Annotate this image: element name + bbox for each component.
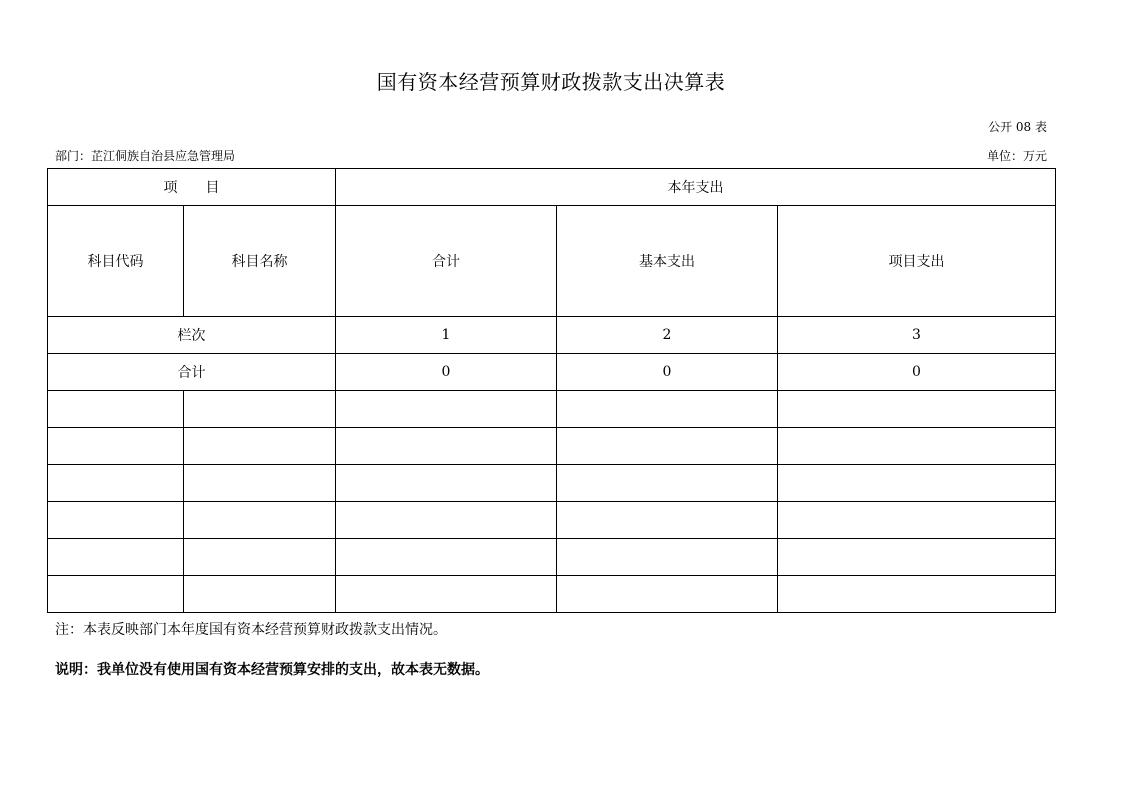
table-cell [336, 391, 557, 428]
row-total-label: 合计 [48, 354, 336, 391]
table-cell [778, 576, 1056, 613]
table-cell [778, 428, 1056, 465]
col-basic: 基本支出 [557, 206, 778, 317]
table-cell [184, 465, 336, 502]
table-row [48, 576, 1056, 613]
table-cell [336, 539, 557, 576]
total-value-project: 0 [778, 354, 1056, 391]
col-subject-code: 科目代码 [48, 206, 184, 317]
total-value-basic: 0 [557, 354, 778, 391]
unit-label: 单位：万元 [986, 149, 1047, 163]
form-code: 公开 08 表 [988, 120, 1047, 134]
page-title: 国有资本经营预算财政拨款支出决算表 [376, 70, 726, 94]
table-cell [778, 465, 1056, 502]
header-item: 项 目 [48, 169, 336, 206]
col-total: 合计 [336, 206, 557, 317]
row-column-label: 栏次 [48, 317, 336, 354]
table-cell [557, 391, 778, 428]
table-cell [336, 465, 557, 502]
table-cell [557, 539, 778, 576]
header-current-year: 本年支出 [336, 169, 1056, 206]
table-cell [336, 576, 557, 613]
table-cell [336, 428, 557, 465]
table-row-column-numbers [48, 317, 1056, 354]
table-cell [184, 502, 336, 539]
table-cell [557, 428, 778, 465]
table-row [48, 539, 1056, 576]
explanation-text: 说明：我单位没有使用国有资本经营预算安排的支出，故本表无数据。 [55, 662, 489, 678]
budget-table [47, 168, 1056, 613]
table-row [48, 391, 1056, 428]
table-cell [48, 539, 184, 576]
table-cell [48, 576, 184, 613]
table-row [48, 465, 1056, 502]
table-cell [48, 391, 184, 428]
table-cell [48, 428, 184, 465]
table-cell [184, 391, 336, 428]
table-row [48, 502, 1056, 539]
table-cell [557, 465, 778, 502]
column-number-1: 1 [336, 317, 557, 354]
table-cell [778, 539, 1056, 576]
table-cell [48, 465, 184, 502]
table-note: 注：本表反映部门本年度国有资本经营预算财政拨款支出情况。 [55, 622, 447, 638]
table-row [48, 428, 1056, 465]
table-cell [557, 576, 778, 613]
total-value-total: 0 [336, 354, 557, 391]
table-cell [184, 539, 336, 576]
table-cell [557, 502, 778, 539]
table-cell [184, 576, 336, 613]
table-row-total [48, 354, 1056, 391]
column-number-2: 2 [557, 317, 778, 354]
col-subject-name: 科目名称 [184, 206, 336, 317]
table-cell [336, 502, 557, 539]
department-label: 部门：芷江侗族自治县应急管理局 [55, 149, 236, 163]
table-cell [778, 391, 1056, 428]
table-cell [184, 428, 336, 465]
col-project: 项目支出 [778, 206, 1056, 317]
table-cell [778, 502, 1056, 539]
column-number-3: 3 [778, 317, 1056, 354]
table-cell [48, 502, 184, 539]
